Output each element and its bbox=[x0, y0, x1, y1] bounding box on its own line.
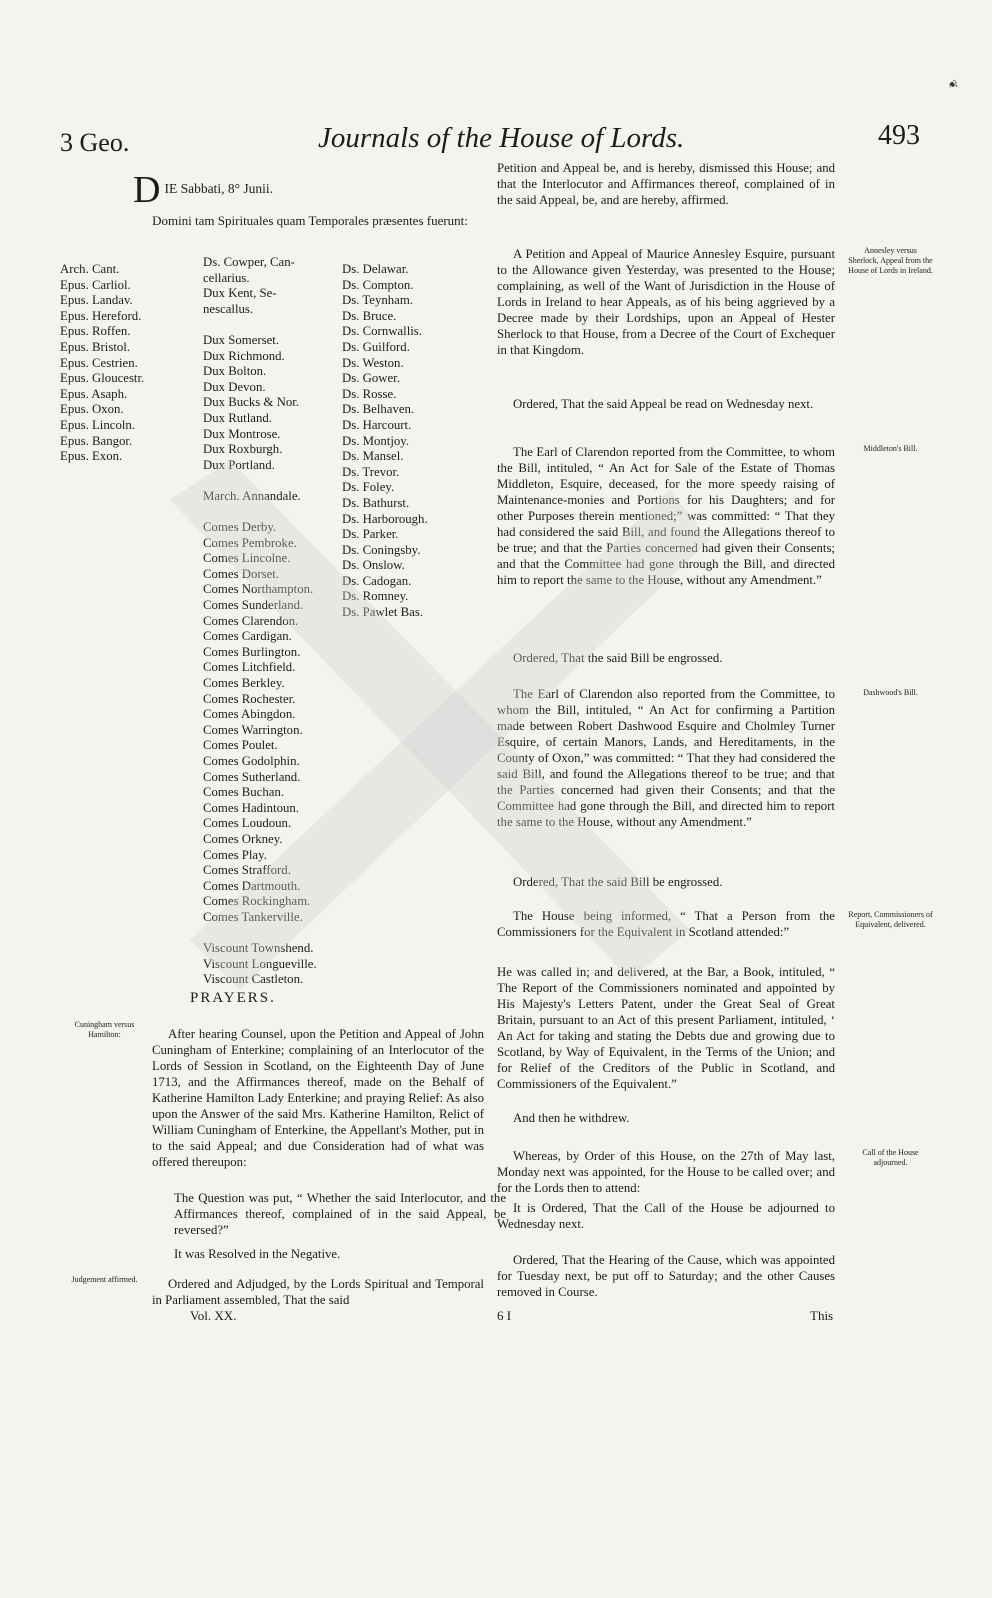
attendance-name: Ds. Rosse. bbox=[342, 386, 397, 401]
attendance-name: Ds. Belhaven. bbox=[342, 402, 415, 417]
side-note-call: Call of the House adjourned. bbox=[862, 1148, 919, 1167]
attendance-name: Ds. Harborough. bbox=[342, 511, 428, 526]
informed-paragraph: The House being informed, “ That a Person from the Commissioners for the Equivalent in Scotland attended:” bbox=[497, 909, 835, 939]
attendance-name: Ds. Parker. bbox=[342, 527, 399, 542]
attendance-name: Comes Rochester. bbox=[203, 691, 296, 706]
header-journal-title: Journals of the House of Lords. bbox=[318, 122, 685, 154]
attendance-name: Comes Strafford. bbox=[203, 863, 291, 878]
session-date bbox=[133, 168, 273, 212]
side-note-report: Report, Commissioners of Equivalent, delivered. bbox=[848, 910, 933, 929]
footer-volume: Vol. XX. bbox=[190, 1308, 237, 1323]
side-note-judgement: Judgement affirmed. bbox=[71, 1275, 138, 1284]
attendance-name: Comes Play. bbox=[203, 847, 267, 862]
attendance-name: Ds. Foley. bbox=[342, 480, 395, 495]
attendance-name: Dux Montrose. bbox=[203, 426, 281, 441]
attendance-name: Epus. Landav. bbox=[60, 293, 133, 308]
attendance-name: Epus. Oxon. bbox=[60, 402, 124, 417]
attendance-name: Arch. Cant. bbox=[60, 262, 120, 276]
attendance-name: Ds. Cornwallis. bbox=[342, 324, 422, 339]
attendance-name: Epus. Roffen. bbox=[60, 324, 131, 339]
attendance-name: Ds. Trevor. bbox=[342, 464, 400, 479]
peers-column bbox=[203, 255, 317, 988]
attendance-name: Comes Derby. bbox=[203, 520, 277, 535]
side-note-middleton: Middleton's Bill. bbox=[863, 444, 918, 453]
attendance-name: Comes Dorset. bbox=[203, 566, 280, 581]
attendance-name: Ds. Gower. bbox=[342, 371, 400, 386]
attendance-name: Comes Clarendon. bbox=[203, 613, 299, 628]
resolved-paragraph: It was Resolved in the Negative. bbox=[174, 1247, 341, 1261]
attendance-name: Ds. Guilford. bbox=[342, 339, 410, 354]
attendance-name: Comes Warrington. bbox=[203, 722, 303, 737]
side-note-annesley: Annesley versus Sherlock, Appeal from the House of Lords in Ireland. bbox=[848, 246, 933, 275]
attendance-name: Comes Buchan. bbox=[203, 785, 285, 800]
attendance-name: Epus. Bristol. bbox=[60, 339, 131, 354]
attendance-name: Comes Northampton. bbox=[203, 582, 314, 597]
attendance-name: Ds. Harcourt. bbox=[342, 417, 412, 432]
attendance-name: Dux Portland. bbox=[203, 457, 275, 472]
attendance-name: Epus. Hereford. bbox=[60, 308, 142, 323]
attendance-name: Comes Abingdon. bbox=[203, 707, 296, 722]
attendance-name: Comes Berkley. bbox=[203, 676, 285, 691]
attendance-name: Comes Orkney. bbox=[203, 831, 283, 846]
attendance-name: Viscount Longueville. bbox=[203, 956, 317, 971]
attendance-name: Dux Kent, Se- bbox=[203, 286, 277, 301]
middleton-paragraph: The Earl of Clarendon reported from the Committee, to whom the Bill, intituled, “ An Act for Sale of the Estate of Thomas Middleton, Esquire, deceased, for the more speedy raising of Maintenance-monies and Portions for his Daughters; and for other Purposes therein mentioned;” was committed: “ That they had considered the said Bill, and found the Allegations thereof to be true; and that the Parties concerned had given their Consents; and that the Committee had gone through the Bill, and directed him to report the same to the House, without any Amendment.” bbox=[497, 445, 835, 587]
attendance-name: Comes Cardigan. bbox=[203, 629, 292, 644]
attendance-name: Ds. Bathurst. bbox=[342, 495, 410, 510]
withdrew-paragraph: And then he withdrew. bbox=[513, 1111, 630, 1125]
attendance-name: Comes Pembroke. bbox=[203, 535, 297, 550]
attendance-name: Ds. Cowper, Can- bbox=[203, 255, 295, 269]
question-paragraph: The Question was put, “ Whether the said Interlocutor, and the Affirmances thereof, complained of in the said Appeal, be reversed?” bbox=[174, 1191, 506, 1237]
attendance-name: Dux Richmond. bbox=[203, 348, 285, 363]
middleton-order: Ordered, That the said Bill be engrossed. bbox=[513, 651, 723, 665]
attendance-name: Ds. Pawlet Bas. bbox=[342, 605, 424, 620]
attendance-name: nescallus. bbox=[203, 301, 254, 316]
attendance-name: Comes Hadintoun. bbox=[203, 800, 299, 815]
call-order-paragraph: It is Ordered, That the Call of the House be adjourned to Wednesday next. bbox=[497, 1201, 835, 1231]
header-regnal-year: 3 Geo. bbox=[60, 128, 130, 157]
footer-signature: 6 I bbox=[497, 1308, 512, 1323]
attendance-name: Comes Poulet. bbox=[203, 738, 278, 753]
called-in-paragraph: He was called in; and delivered, at the Bar, a Book, intituled, “ The Report of the Commissioners nominated and appointed by His Majesty's Letters Patent, under the Great Seal of Great Britain, pursuant to an Act of this present Parliament, intituled, ‘ An Act for taking and stating the Debts due and growing due to Scotland, by Way of Equivalent, in the Terms of the Union; and for Relief of the Creditors of the Public in Scotland, and Commissioners of the Equivalent.” bbox=[497, 965, 835, 1091]
attendance-name bbox=[203, 926, 317, 942]
attendance-name: Dux Somerset. bbox=[203, 332, 280, 347]
attendance-heading: Domini tam Spirituales quam Temporales præsentes fuerunt: bbox=[152, 213, 468, 228]
attendance-name: Dux Bolton. bbox=[203, 364, 267, 379]
attendance-name: Ds. Onslow. bbox=[342, 558, 405, 573]
attendance-name: March. Annandale. bbox=[203, 488, 301, 503]
attendance-name: Ds. Compton. bbox=[342, 277, 414, 292]
attendance-name: Comes Lincolne. bbox=[203, 551, 291, 566]
attendance-name: Epus. Bangor. bbox=[60, 433, 133, 448]
bishops-column bbox=[60, 262, 144, 465]
margin-ornament: ❦ bbox=[944, 78, 960, 92]
attendance-name: Comes Sunderland. bbox=[203, 598, 304, 613]
side-note-dashwood: Dashwood's Bill. bbox=[863, 688, 918, 697]
annesley-order: Ordered, That the said Appeal be read on Wednesday next. bbox=[513, 397, 814, 411]
attendance-name: Epus. Carliol. bbox=[60, 277, 131, 292]
attendance-name: Ds. Romney. bbox=[342, 589, 409, 604]
drop-cap: D bbox=[133, 169, 161, 211]
side-note-cuningham: Cuningham versus Hamilton: bbox=[74, 1020, 135, 1039]
header-page-number: 493 bbox=[878, 120, 920, 151]
attendance-name: Epus. Exon. bbox=[60, 449, 123, 464]
attendance-name: cellarius. bbox=[203, 270, 250, 285]
hearing-paragraph: Ordered, That the Hearing of the Cause, which was appointed for Tuesday next, be put off to Saturday; and the other Causes removed in Course. bbox=[497, 1253, 835, 1299]
attendance-name: Comes Rockingham. bbox=[203, 894, 311, 909]
attendance-name: Comes Dartmouth. bbox=[203, 878, 301, 893]
attendance-name: Comes Loudoun. bbox=[203, 816, 292, 831]
attendance-name: Comes Litchfield. bbox=[203, 660, 296, 675]
attendance-name: Dux Roxburgh. bbox=[203, 442, 283, 457]
attendance-name bbox=[203, 317, 317, 333]
whereas-paragraph: Whereas, by Order of this House, on the 27th of May last, Monday next was appointed, for the House to be called over; and for the Lords then to attend: bbox=[497, 1149, 835, 1195]
attendance-name: Ds. Weston. bbox=[342, 355, 404, 370]
attendance-name: Ds. Teynham. bbox=[342, 293, 414, 308]
attendance-name: Viscount Castleton. bbox=[203, 972, 304, 987]
dashwood-paragraph: The Earl of Clarendon also reported from the Committee, to whom the Bill, intituled, “ An Act for confirming a Partition made between Robert Dashwood Esquire and Cholmley Turner Esquire, of certain Manors, Lands, and Hereditaments, in the County of Oxon,” was committed: “ That they had considered the said Bill, and found the Allegations thereof to be true; and that the Parties concerned had given their Consents; and that the Committee had gone through the Bill, and directed him to report the same to the House, without any Amendment.” bbox=[497, 687, 835, 829]
attendance-name: Dux Rutland. bbox=[203, 410, 272, 425]
attendance-name: Comes Tankerville. bbox=[203, 909, 303, 924]
attendance-name: Ds. Delawar. bbox=[342, 262, 409, 276]
attendance-name: Epus. Asaph. bbox=[60, 386, 128, 401]
attendance-name: Dux Devon. bbox=[203, 379, 266, 394]
attendance-name: Epus. Gloucestr. bbox=[60, 371, 145, 386]
attendance-name: Viscount Townshend. bbox=[203, 941, 314, 956]
cuningham-paragraph: After hearing Counsel, upon the Petition and Appeal of John Cuningham of Enterkine; complaining of an Interlocutor of the Lords of Session in Scotland, on the Eighteenth Day of June 1713, and the Affirmances thereof, made on the Behalf of Katherine Hamilton Lady Enterkine; and praying Relief: As also upon the Answer of the said Mrs. Katherine Hamilton, Relict of William Cuningham of Enterkine, the Appellant's Mother, put in to the said Appeal; and due Consideration had of what was offered thereupon: bbox=[152, 1027, 484, 1169]
lords-column bbox=[342, 262, 428, 621]
attendance-name: Ds. Mansel. bbox=[342, 449, 404, 464]
ordered-adjudged-paragraph: Ordered and Adjudged, by the Lords Spiritual and Temporal in Parliament assembled, That the said bbox=[152, 1277, 484, 1307]
attendance-name: Ds. Cadogan. bbox=[342, 573, 412, 588]
attendance-name: Comes Godolphin. bbox=[203, 754, 300, 768]
attendance-name bbox=[203, 473, 317, 489]
footer-catchword: This bbox=[810, 1308, 834, 1323]
attendance-name: Comes Burlington. bbox=[203, 644, 301, 659]
annesley-paragraph: A Petition and Appeal of Maurice Annesley Esquire, pursuant to the Allowance given Yesterday, was presented to the House; complaining, as well of the Want of Jurisdiction in the House of Lords in Ireland to hear Appeals, as of his being aggrieved by a Decree made by their Lordships, upon an Appeal of Hester Sherlock to that House, from a Decree of the Court of Exchequer in that Kingdom. bbox=[497, 247, 835, 357]
attendance-name: Ds. Montjoy. bbox=[342, 433, 410, 448]
attendance-name: Ds. Bruce. bbox=[342, 308, 397, 323]
prayers-heading: PRAYERS. bbox=[190, 990, 276, 1006]
session-date-text: IE Sabbati, 8° Junii. bbox=[164, 181, 273, 196]
attendance-name: Comes Sutherland. bbox=[203, 769, 301, 784]
dashwood-order: Ordered, That the said Bill be engrossed. bbox=[513, 875, 723, 889]
attendance-name: Ds. Coningsby. bbox=[342, 542, 421, 557]
attendance-name: Epus. Cestrien. bbox=[60, 355, 138, 370]
attendance-name: Epus. Lincoln. bbox=[60, 417, 135, 432]
continuation-paragraph: Petition and Appeal be, and is hereby, dismissed this House; and that the Interlocutor and Affirmances thereof, complained of in the said Appeal, be, and are hereby, affirmed. bbox=[497, 161, 835, 207]
attendance-name bbox=[203, 505, 317, 521]
attendance-name: Dux Bucks & Nor. bbox=[203, 395, 299, 410]
